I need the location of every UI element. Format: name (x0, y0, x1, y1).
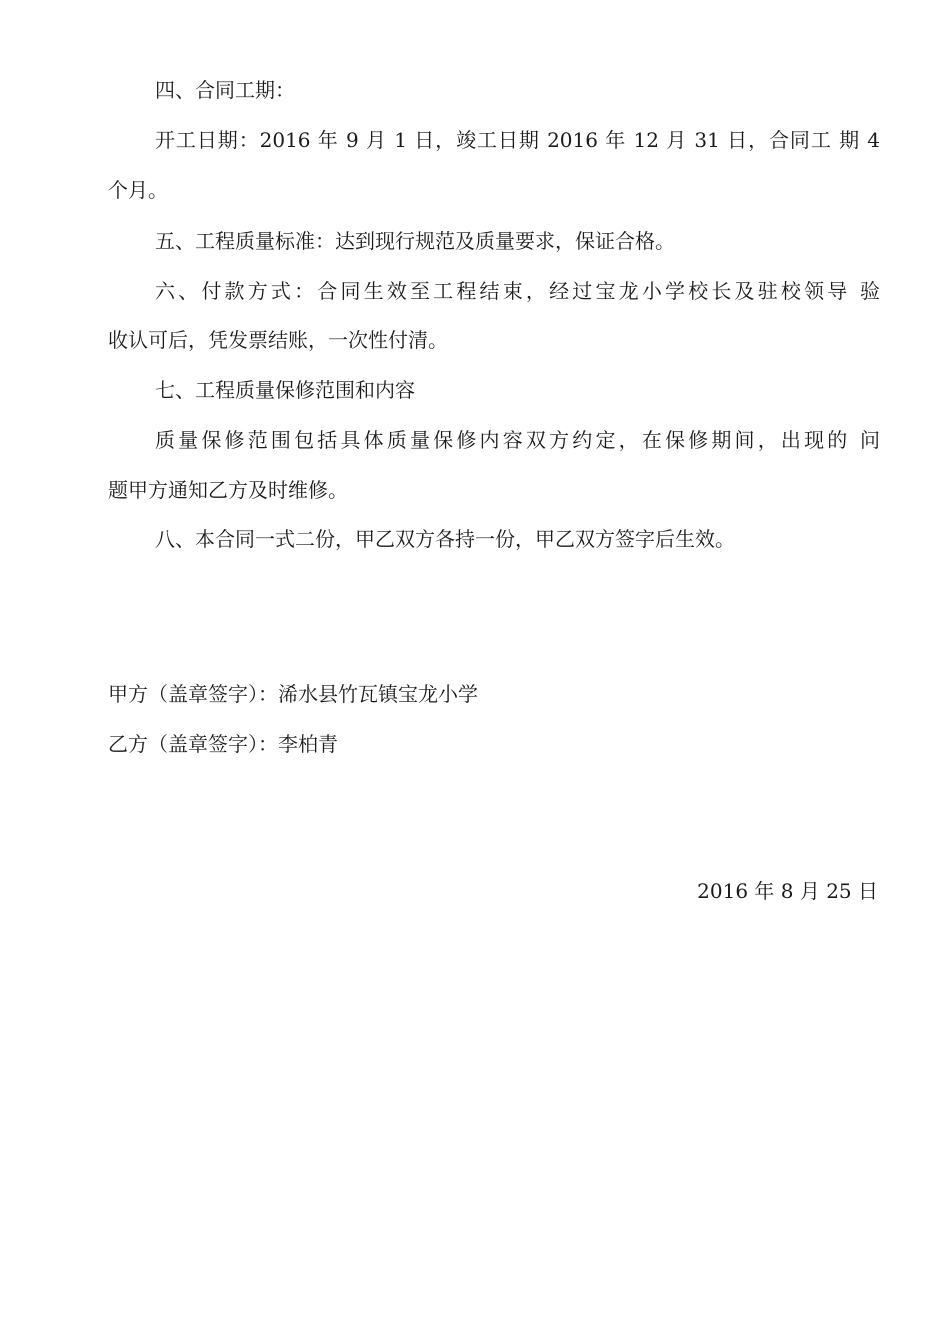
payment-clause-line1: 六、付款方式：合同生效至工程结束，经过宝龙小学校长及驻校领导 验 (155, 279, 880, 303)
party-a-signature: 甲方（盖章签字）：浠水县竹瓦镇宝龙小学 (108, 682, 478, 706)
copies-clause: 八、本合同一式二份，甲乙双方各持一份，甲乙双方签字后生效。 (155, 527, 735, 551)
warranty-heading: 七、工程质量保修范围和内容 (155, 378, 415, 402)
warranty-clause-line1: 质量保修范围包括具体质量保修内容双方约定，在保修期间，出现的 问 (155, 428, 880, 452)
party-b-signature: 乙方（盖章签字）：李柏青 (108, 732, 338, 756)
quality-standard-clause: 五、工程质量标准：达到现行规范及质量要求，保证合格。 (155, 229, 675, 253)
schedule-dates-line: 开工日期：2016 年 9 月 1 日，竣工日期 2016 年 12 月 31 日，合同工 期 4 (155, 128, 880, 152)
schedule-heading: 四、合同工期： (155, 78, 295, 102)
payment-clause-line2: 收认可后，凭发票结账，一次性付清。 (108, 328, 448, 352)
signing-date: 2016 年 8 月 25 日 (697, 879, 878, 903)
warranty-clause-line2: 题甲方通知乙方及时维修。 (108, 478, 348, 502)
schedule-duration-line: 个月。 (108, 178, 168, 202)
